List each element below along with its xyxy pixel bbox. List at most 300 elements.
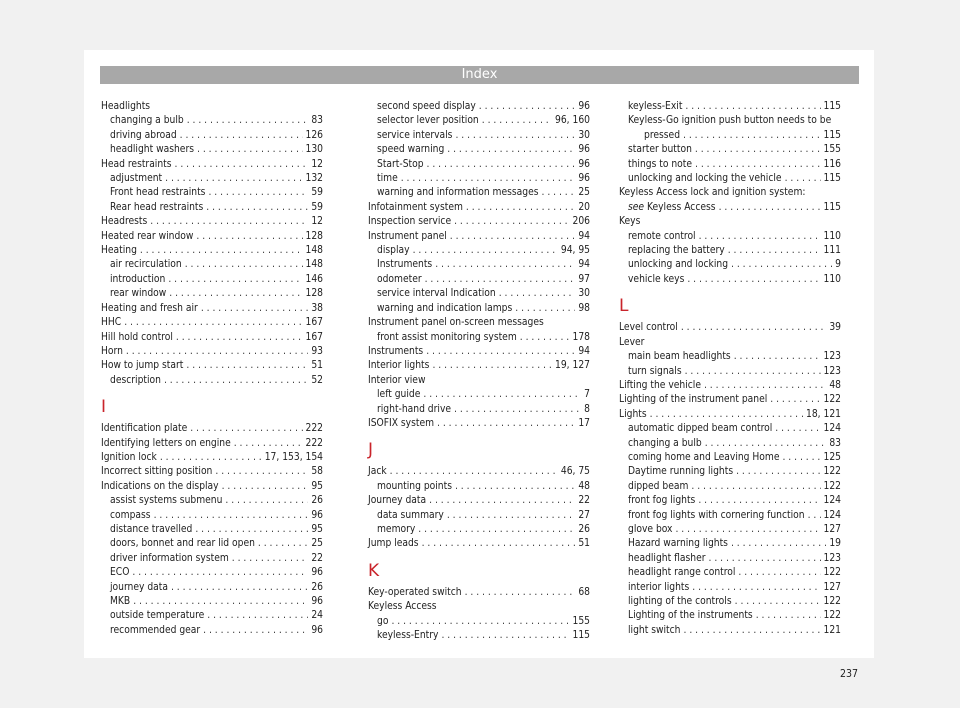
index-entry bbox=[619, 624, 841, 638]
dot-leader bbox=[520, 331, 570, 345]
page-reference: 148 bbox=[305, 245, 323, 257]
index-entry-term: replacing the battery bbox=[628, 245, 725, 257]
index-entry-term: Interior lights bbox=[368, 360, 430, 372]
index-entry-term: time bbox=[377, 173, 398, 185]
page-reference: 132 bbox=[305, 173, 323, 185]
see-reference: see bbox=[628, 201, 645, 213]
page-reference: 24 bbox=[311, 610, 323, 622]
index-entry-term: Incorrect sitting position bbox=[101, 466, 213, 478]
dot-leader bbox=[698, 494, 820, 508]
page-reference: 167 bbox=[305, 317, 323, 329]
index-entry bbox=[101, 359, 323, 373]
index-entry-term: Jack bbox=[368, 466, 387, 478]
page-reference: 20 bbox=[578, 201, 590, 213]
dot-leader bbox=[455, 129, 575, 143]
index-heading: Lever bbox=[619, 336, 645, 348]
index-entry-term: Identification plate bbox=[101, 423, 188, 435]
dot-leader bbox=[197, 143, 303, 157]
index-entry-term: description bbox=[110, 374, 161, 386]
page-reference: 96 bbox=[311, 509, 323, 521]
index-entry-term: Indications on the display bbox=[101, 480, 219, 492]
dot-leader bbox=[691, 480, 820, 494]
index-heading: Keyless Access bbox=[368, 601, 437, 613]
page-reference: 122 bbox=[823, 480, 841, 492]
index-entry-term: keyless-Entry bbox=[377, 630, 439, 641]
index-entry-term: Infotainment system bbox=[368, 201, 463, 213]
dot-leader bbox=[704, 379, 826, 393]
index-entry-term: Jump leads bbox=[368, 538, 419, 550]
index-entry-term: coming home and Leaving Home bbox=[628, 451, 780, 463]
page-reference: 96 bbox=[578, 101, 590, 112]
index-entry bbox=[619, 437, 841, 451]
dot-leader bbox=[705, 437, 827, 451]
index-entry-term: headlight flasher bbox=[628, 552, 706, 564]
index-entry bbox=[368, 403, 590, 417]
index-entry bbox=[101, 129, 323, 143]
dot-leader bbox=[808, 509, 821, 523]
index-entry-term: dipped beam bbox=[628, 480, 689, 492]
page-reference: 12 bbox=[311, 216, 323, 228]
dot-leader bbox=[232, 552, 309, 566]
index-letter-heading: J bbox=[368, 440, 374, 461]
dot-leader bbox=[785, 172, 821, 186]
dot-leader bbox=[731, 258, 832, 272]
dot-leader bbox=[126, 345, 308, 359]
page-reference: 52 bbox=[311, 374, 323, 386]
page-reference: 124 bbox=[823, 495, 841, 507]
dot-leader bbox=[454, 403, 581, 417]
index-entry-term: doors, bonnet and rear lid open bbox=[110, 538, 255, 550]
index-heading: Keys bbox=[619, 216, 641, 228]
index-entry bbox=[101, 331, 323, 345]
page-reference: 206 bbox=[572, 216, 590, 228]
index-entry-term: distance travelled bbox=[110, 523, 193, 535]
index-entry bbox=[619, 258, 841, 272]
index-entry bbox=[368, 186, 590, 200]
index-entry-term: ECO bbox=[110, 567, 130, 579]
page-reference: 96 bbox=[578, 144, 590, 156]
index-entry bbox=[619, 350, 841, 364]
index-entry-term: outside temperature bbox=[110, 610, 205, 622]
index-entry-term: introduction bbox=[110, 273, 166, 285]
index-entry-term: ISOFIX system bbox=[368, 417, 435, 429]
dot-leader bbox=[650, 408, 803, 422]
index-entry-term: unlocking and locking the vehicle bbox=[628, 173, 782, 185]
index-entry bbox=[619, 143, 841, 157]
page-reference: 126 bbox=[305, 129, 323, 141]
dot-leader bbox=[738, 566, 820, 580]
page-reference: 97 bbox=[578, 273, 590, 285]
index-heading: Interior view bbox=[368, 374, 426, 386]
index-entry bbox=[101, 345, 323, 359]
page-reference: 123 bbox=[823, 351, 841, 363]
index-entry-term: compass bbox=[110, 509, 151, 521]
page-reference: 48 bbox=[829, 379, 841, 391]
page-reference: 94 bbox=[578, 345, 590, 357]
dot-leader bbox=[208, 186, 308, 200]
dot-leader bbox=[427, 158, 576, 172]
page-reference: 115 bbox=[572, 630, 590, 641]
index-entry-term: How to jump start bbox=[101, 360, 184, 372]
page-reference: 128 bbox=[305, 288, 323, 300]
index-entry bbox=[368, 465, 590, 479]
index-entry bbox=[368, 158, 590, 172]
dot-leader bbox=[542, 186, 576, 200]
index-entry-term: pressed bbox=[644, 129, 681, 141]
page-reference: 115 bbox=[823, 129, 841, 141]
dot-leader bbox=[466, 201, 575, 215]
index-entry bbox=[101, 244, 323, 258]
page-reference: 146 bbox=[305, 273, 323, 285]
index-entry-term: display bbox=[377, 245, 410, 257]
page-reference: 96 bbox=[578, 158, 590, 170]
index-entry-term: keyless-Exit bbox=[628, 101, 683, 112]
dot-leader bbox=[455, 480, 575, 494]
dot-leader bbox=[429, 494, 575, 508]
dot-leader bbox=[685, 365, 821, 379]
page-reference: 22 bbox=[578, 495, 590, 507]
index-entry bbox=[619, 566, 841, 580]
dot-leader bbox=[499, 287, 576, 301]
page-reference: 58 bbox=[311, 466, 323, 478]
index-entry-term: data summary bbox=[377, 509, 444, 521]
dot-leader bbox=[418, 523, 575, 537]
page-reference: 26 bbox=[311, 581, 323, 593]
index-heading: Instrument panel on-screen messages bbox=[368, 317, 544, 329]
dot-leader bbox=[731, 537, 826, 551]
page-reference: 83 bbox=[829, 437, 841, 449]
index-entry-term: Level control bbox=[619, 322, 678, 334]
page-reference: 155 bbox=[572, 615, 590, 627]
index-entry bbox=[368, 388, 590, 402]
index-entry bbox=[101, 143, 323, 157]
dot-leader bbox=[175, 158, 309, 172]
dot-leader bbox=[413, 244, 558, 258]
index-entry bbox=[619, 172, 841, 186]
index-entry bbox=[101, 316, 323, 330]
index-entry bbox=[101, 566, 323, 580]
index-entry-term: Heated rear window bbox=[101, 230, 194, 242]
page-reference: 115 bbox=[823, 173, 841, 185]
index-entry bbox=[101, 437, 323, 451]
index-entry bbox=[368, 201, 590, 215]
see-target: Keyless Access bbox=[646, 201, 716, 213]
index-entry bbox=[619, 595, 841, 609]
index-entry-term: Headrests bbox=[101, 216, 148, 228]
index-entry bbox=[101, 273, 323, 287]
page-reference: 94 bbox=[578, 230, 590, 242]
index-entry bbox=[368, 302, 590, 316]
index-entry bbox=[101, 451, 323, 465]
dot-leader bbox=[699, 230, 821, 244]
dot-leader bbox=[687, 273, 820, 287]
page-reference: 93 bbox=[311, 345, 323, 357]
page-reference: 51 bbox=[578, 538, 590, 550]
index-letter-heading: K bbox=[368, 560, 380, 581]
index-entry-term: MKB bbox=[110, 596, 131, 607]
dot-leader bbox=[225, 494, 308, 508]
index-entry bbox=[101, 287, 323, 301]
page-reference: 127 bbox=[823, 523, 841, 535]
index-entry bbox=[368, 244, 590, 258]
dot-leader bbox=[734, 350, 821, 364]
page-reference: 30 bbox=[578, 129, 590, 141]
page-reference: 96 bbox=[578, 173, 590, 185]
index-entry-term: turn signals bbox=[628, 365, 682, 377]
dot-leader bbox=[423, 388, 581, 402]
index-entry bbox=[619, 523, 841, 537]
index-entry-term: remote control bbox=[628, 230, 696, 242]
dot-leader bbox=[391, 615, 569, 629]
index-entry-term: Lights bbox=[619, 408, 647, 420]
dot-leader bbox=[180, 129, 303, 143]
page-reference: 122 bbox=[823, 610, 841, 622]
page-reference: 46, 75 bbox=[560, 466, 590, 478]
page-reference: 111 bbox=[823, 245, 841, 257]
dot-leader bbox=[222, 480, 309, 494]
page-reference: 167 bbox=[305, 331, 323, 343]
page-reference: 18, 121 bbox=[806, 408, 841, 420]
page-reference: 7 bbox=[584, 389, 590, 401]
index-entry bbox=[368, 537, 590, 551]
index-entry-term: Daytime running lights bbox=[628, 466, 734, 478]
index-entry bbox=[619, 100, 841, 114]
index-entry bbox=[101, 258, 323, 272]
index-entry bbox=[619, 581, 841, 595]
dot-leader bbox=[171, 581, 308, 595]
index-entry-term: Head restraints bbox=[101, 158, 172, 170]
page-reference: 30 bbox=[578, 288, 590, 300]
index-entry-term: headlight range control bbox=[628, 567, 736, 579]
page-reference: 127 bbox=[823, 581, 841, 593]
index-entry-term: memory bbox=[377, 523, 416, 535]
page-reference: 125 bbox=[823, 451, 841, 463]
dot-leader bbox=[684, 624, 821, 638]
index-entry bbox=[101, 494, 323, 508]
index-entry-term: assist systems submenu bbox=[110, 495, 223, 507]
page-header: Index bbox=[100, 66, 859, 84]
page-reference: 123 bbox=[823, 365, 841, 377]
index-entry-term: vehicle keys bbox=[628, 273, 685, 285]
dot-leader bbox=[437, 417, 575, 431]
dot-leader bbox=[169, 287, 302, 301]
index-entry bbox=[101, 215, 323, 229]
index-entry bbox=[368, 143, 590, 157]
index-entry bbox=[619, 480, 841, 494]
page-reference: 122 bbox=[823, 596, 841, 607]
dot-leader bbox=[465, 586, 576, 600]
index-entry-term: Hazard warning lights bbox=[628, 538, 728, 550]
index-entry bbox=[101, 624, 323, 638]
index-entry-term: lighting of the controls bbox=[628, 596, 732, 607]
dot-leader bbox=[195, 523, 308, 537]
index-entry bbox=[101, 201, 323, 215]
page-reference: 178 bbox=[572, 331, 590, 343]
dot-leader bbox=[685, 100, 820, 114]
dot-leader bbox=[736, 465, 820, 479]
index-entry bbox=[368, 331, 590, 345]
index-heading: Headlights bbox=[101, 101, 151, 112]
page-reference: 17 bbox=[578, 417, 590, 429]
page-reference: 17, 153, 154 bbox=[264, 451, 323, 463]
page-reference: 22 bbox=[311, 552, 323, 564]
dot-leader bbox=[203, 624, 308, 638]
index-entry bbox=[619, 244, 841, 258]
index-entry bbox=[619, 321, 841, 335]
index-entry bbox=[619, 201, 841, 215]
dot-leader bbox=[782, 451, 820, 465]
page-reference: 95 bbox=[311, 523, 323, 535]
index-entry-term: driver information system bbox=[110, 552, 229, 564]
index-entry-term: Horn bbox=[101, 345, 123, 357]
dot-leader bbox=[422, 537, 576, 551]
index-letter-heading: I bbox=[101, 397, 107, 418]
page-reference: 110 bbox=[823, 230, 841, 242]
dot-leader bbox=[482, 114, 552, 128]
dot-leader bbox=[196, 230, 302, 244]
dot-leader bbox=[234, 437, 303, 451]
index-entry bbox=[368, 480, 590, 494]
index-entry bbox=[101, 552, 323, 566]
index-entry bbox=[619, 408, 841, 422]
index-entry bbox=[619, 509, 841, 523]
index-entry bbox=[101, 172, 323, 186]
dot-leader bbox=[728, 244, 821, 258]
index-entry-term: main beam headlights bbox=[628, 351, 731, 363]
page-reference: 94, 95 bbox=[560, 245, 590, 257]
dot-leader bbox=[176, 331, 303, 345]
index-entry-term: changing a bulb bbox=[628, 437, 702, 449]
page-reference: 222 bbox=[305, 423, 323, 435]
page-reference: 115 bbox=[823, 101, 841, 112]
dot-leader bbox=[441, 629, 569, 643]
page-reference: 121 bbox=[823, 624, 841, 636]
dot-leader bbox=[719, 201, 821, 215]
page-reference: 48 bbox=[578, 480, 590, 492]
page-reference: 124 bbox=[823, 423, 841, 435]
index-entry-term: service intervals bbox=[377, 129, 453, 141]
index-entry bbox=[101, 509, 323, 523]
index-entry bbox=[368, 100, 590, 114]
dot-leader bbox=[432, 359, 552, 373]
index-entry bbox=[368, 417, 590, 431]
page-reference: 8 bbox=[584, 403, 590, 415]
page-reference: 122 bbox=[823, 567, 841, 579]
page-reference: 155 bbox=[823, 144, 841, 156]
page-reference: 95 bbox=[311, 480, 323, 492]
index-entry-term: Hill hold control bbox=[101, 331, 173, 343]
index-entry bbox=[368, 230, 590, 244]
dot-leader bbox=[479, 100, 576, 114]
index-entry-term: Instruments bbox=[377, 259, 433, 271]
index-entry-term bbox=[628, 201, 716, 215]
dot-leader bbox=[447, 143, 575, 157]
index-entry-term: front fog lights bbox=[628, 495, 696, 507]
index-entry bbox=[619, 451, 841, 465]
dot-leader bbox=[132, 566, 308, 580]
page-reference: 68 bbox=[578, 586, 590, 598]
page-reference: 26 bbox=[578, 523, 590, 535]
page-reference: 19 bbox=[829, 538, 841, 550]
index-entry-term: Heating bbox=[101, 245, 137, 257]
page-reference: 98 bbox=[578, 302, 590, 314]
index-entry-term: second speed display bbox=[377, 101, 476, 112]
index-entry-term: go bbox=[377, 615, 389, 627]
index-entry-term: journey data bbox=[110, 581, 168, 593]
dot-leader bbox=[390, 465, 558, 479]
index-entry bbox=[368, 629, 590, 643]
index-entry bbox=[368, 494, 590, 508]
dot-leader bbox=[675, 523, 820, 537]
index-entry bbox=[619, 537, 841, 551]
page-reference: 116 bbox=[823, 158, 841, 170]
dot-leader bbox=[435, 258, 575, 272]
page-reference: 59 bbox=[311, 187, 323, 199]
page-reference: 96, 160 bbox=[555, 115, 590, 127]
index-entry bbox=[101, 374, 323, 388]
index-entry bbox=[368, 215, 590, 229]
index-entry bbox=[101, 537, 323, 551]
index-entry bbox=[619, 158, 841, 172]
index-entry bbox=[368, 287, 590, 301]
index-entry-term: Lighting of the instrument panel bbox=[619, 394, 768, 406]
dot-leader bbox=[168, 273, 302, 287]
page-reference: 96 bbox=[311, 624, 323, 636]
index-entry bbox=[368, 114, 590, 128]
index-entry bbox=[368, 258, 590, 272]
page-reference: 96 bbox=[311, 567, 323, 579]
index-entry-term: adjustment bbox=[110, 173, 163, 185]
index-entry bbox=[368, 523, 590, 537]
index-entry bbox=[619, 393, 841, 407]
dot-leader bbox=[124, 316, 302, 330]
index-heading: Keyless-Go ignition push button needs to be bbox=[628, 115, 832, 127]
dot-leader bbox=[695, 158, 820, 172]
dot-leader bbox=[190, 422, 302, 436]
index-entry-term: mounting points bbox=[377, 480, 452, 492]
index-entry-term: odometer bbox=[377, 273, 422, 285]
index-entry bbox=[368, 615, 590, 629]
index-entry-term: Identifying letters on engine bbox=[101, 437, 231, 449]
dot-leader bbox=[426, 345, 575, 359]
index-entry-term: driving abroad bbox=[110, 129, 177, 141]
index-entry-term: HHC bbox=[101, 317, 122, 329]
dot-leader bbox=[164, 374, 308, 388]
index-entry bbox=[101, 523, 323, 537]
index-entry-term: glove box bbox=[628, 523, 673, 535]
page-reference: 122 bbox=[823, 466, 841, 478]
dot-leader bbox=[150, 215, 308, 229]
page-reference: 9 bbox=[835, 259, 841, 271]
dot-leader bbox=[692, 581, 820, 595]
page-reference: 128 bbox=[305, 230, 323, 242]
index-entry-term: front fog lights with cornering function bbox=[628, 509, 805, 521]
index-entry bbox=[101, 595, 323, 609]
index-entry bbox=[368, 359, 590, 373]
index-entry bbox=[368, 273, 590, 287]
index-entry bbox=[101, 581, 323, 595]
dot-leader bbox=[515, 302, 575, 316]
index-entry bbox=[101, 114, 323, 128]
index-entry-term: interior lights bbox=[628, 581, 690, 593]
dot-leader bbox=[185, 258, 303, 272]
index-entry-term: Ignition lock bbox=[101, 451, 157, 463]
index-entry bbox=[619, 494, 841, 508]
dot-leader bbox=[258, 537, 308, 551]
dot-leader bbox=[775, 422, 820, 436]
dot-leader bbox=[425, 273, 576, 287]
index-entry-term: starter button bbox=[628, 144, 692, 156]
